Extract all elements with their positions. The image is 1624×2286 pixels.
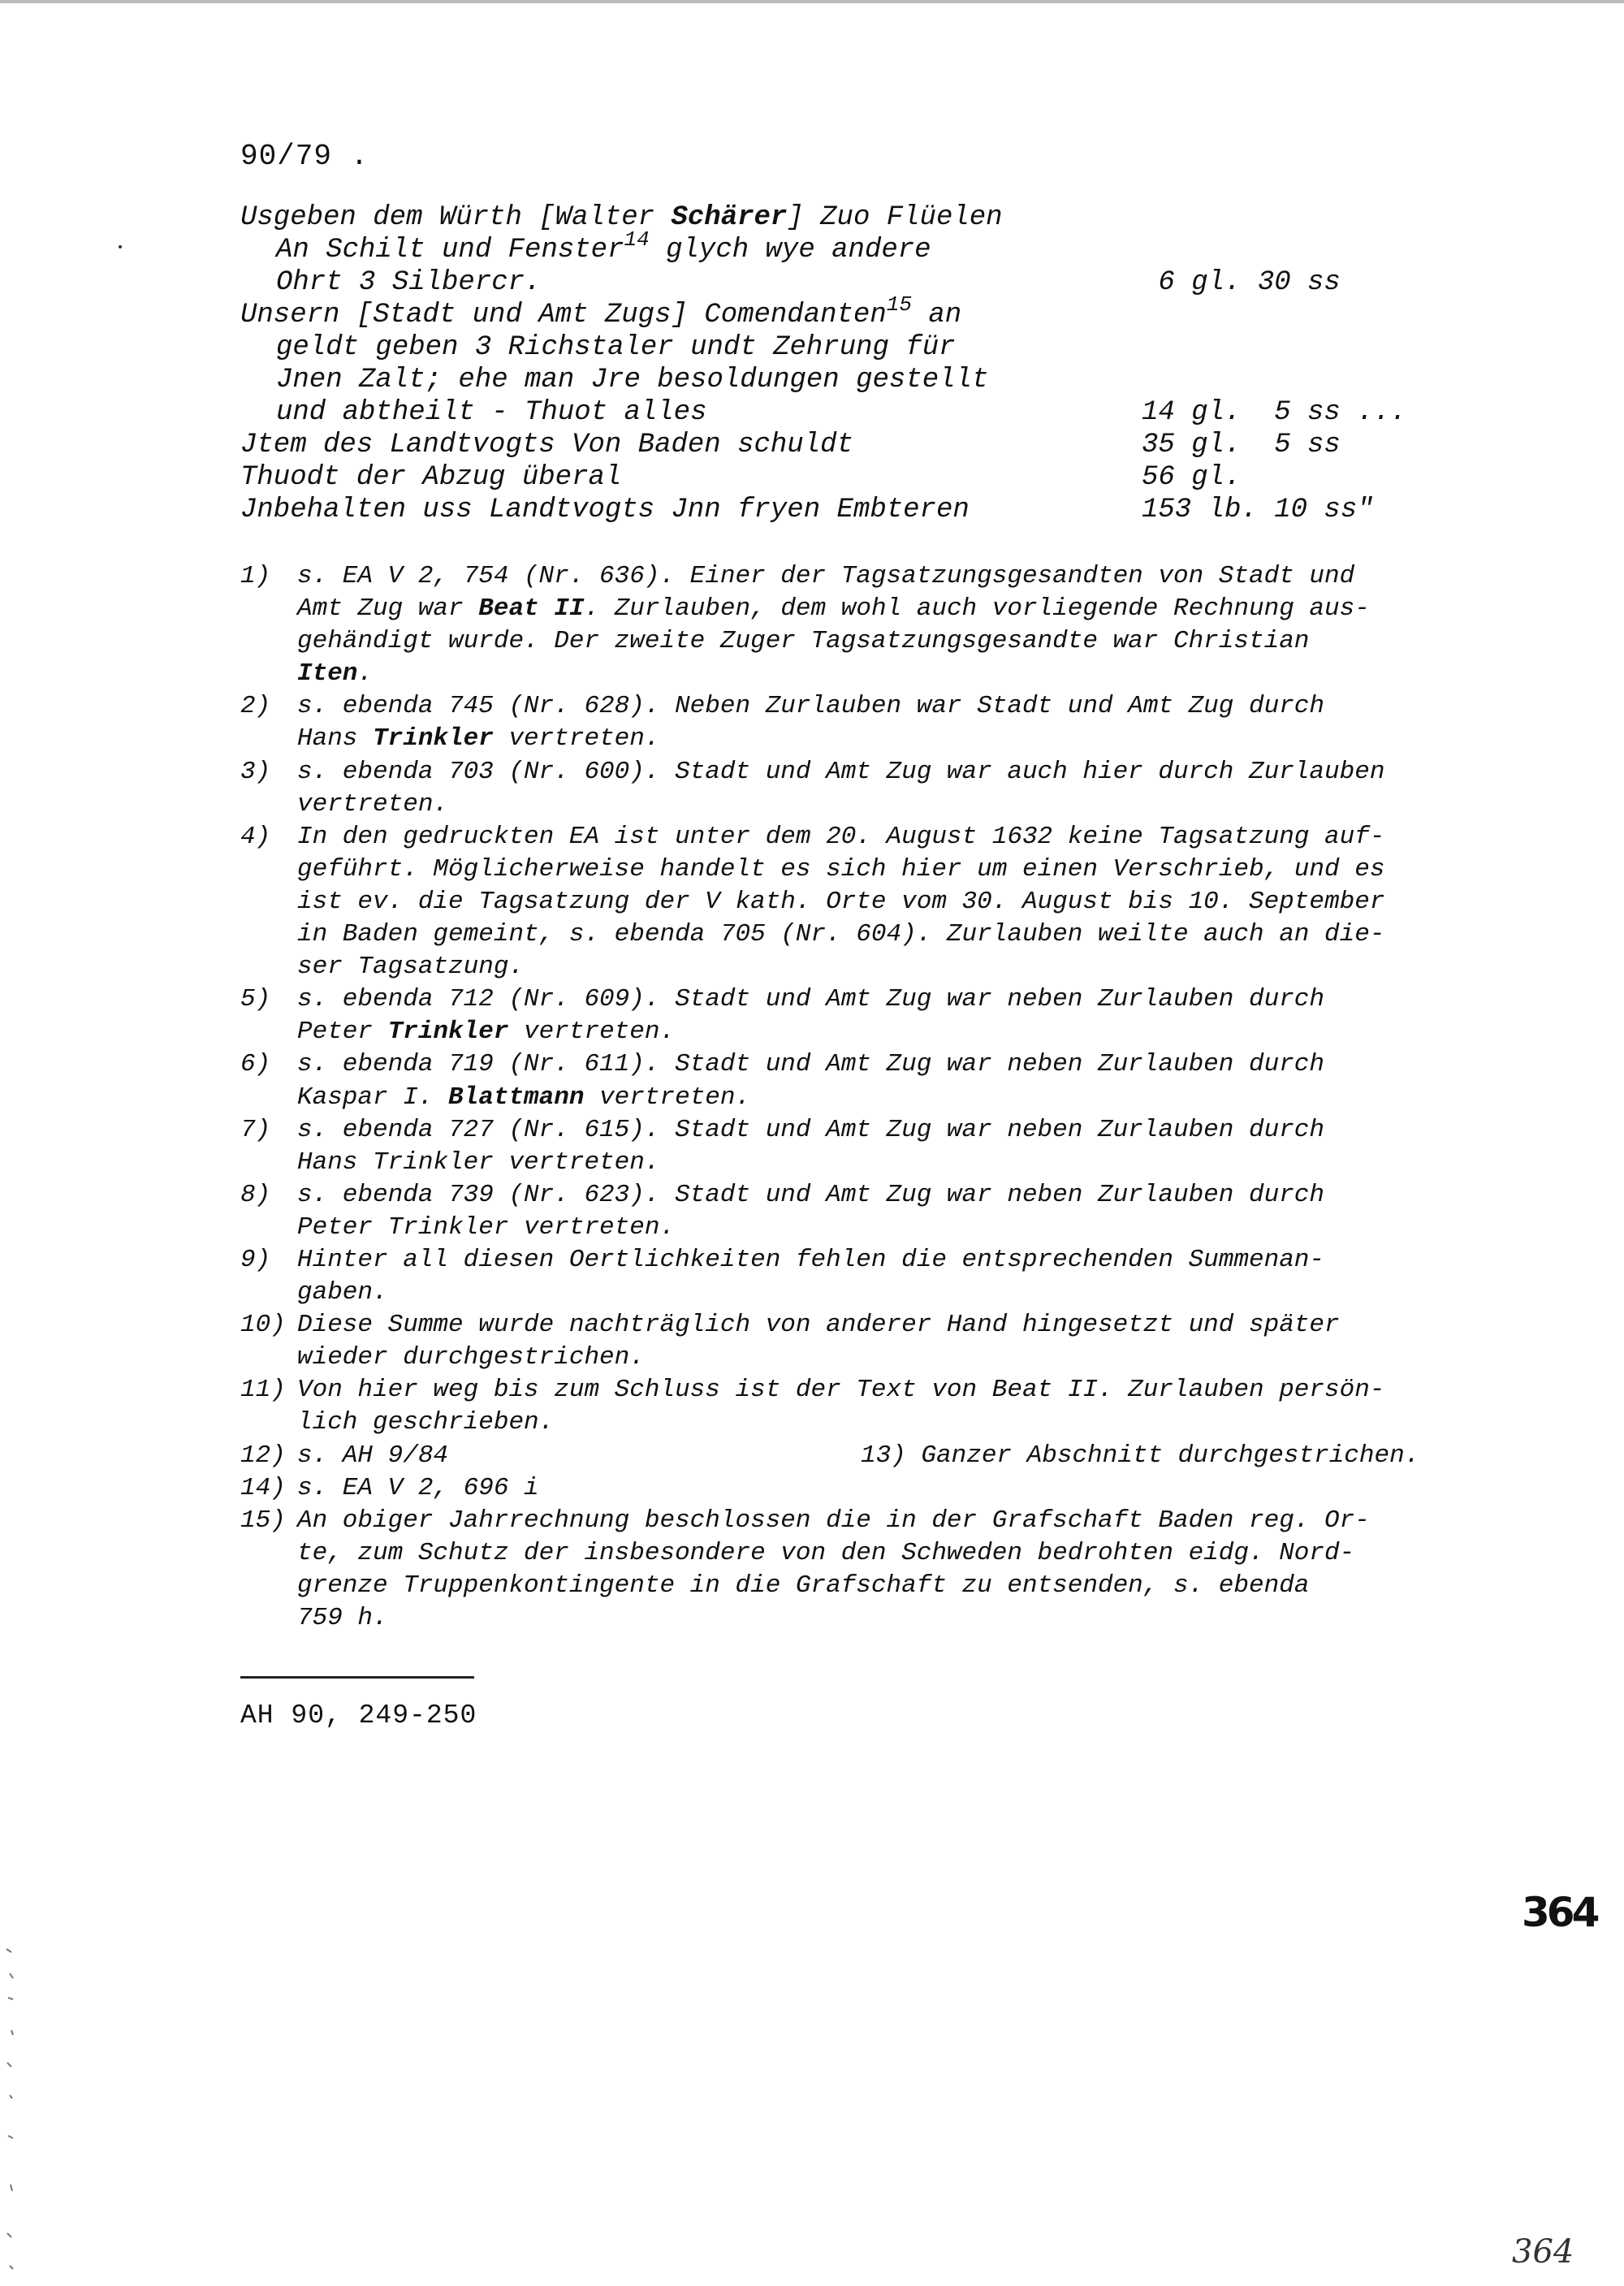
bold-name: Beat II: [478, 594, 585, 624]
ledger-text: [240, 429, 853, 461]
ledger-text: [276, 364, 988, 396]
footnote-text: [297, 983, 1507, 1048]
ledger-row: [240, 429, 1491, 461]
text-run: vertreten.: [584, 1083, 751, 1112]
text-run: . Zurlauben, dem wohl auch vorliegende Rechnung aus- gehändigt wurde. Der zweite Zuger Tagsatzungsgesandte war Christian: [297, 594, 1370, 656]
footnote-inline-second: 13) Ganzer Abschnitt durchgestrichen.: [861, 1441, 1420, 1470]
footnote-number: 8): [240, 1180, 271, 1209]
bold-name: Iten: [297, 659, 358, 689]
text-run: vertreten.: [508, 1018, 676, 1047]
footnote: [240, 1309, 1507, 1374]
footnote-number: 12): [240, 1441, 286, 1470]
text-run: Unsern [Stadt und Amt Zugs] Comendanten: [240, 300, 887, 331]
footnote-number: 6): [240, 1050, 271, 1079]
ledger-row: [240, 227, 1491, 266]
footnote-marker: 14: [624, 227, 650, 252]
scan-edge-line: [0, 0, 1624, 3]
footnote-number: 5): [240, 985, 271, 1014]
text-run: Jnen Zalt; ehe man Jre besoldungen gestellt: [276, 365, 989, 395]
text-run: an: [911, 300, 962, 331]
ledger-amount: 35 gl. 5 ss: [1142, 430, 1341, 460]
ledger-amount: 6 gl. 30 ss: [1142, 267, 1341, 298]
ledger-row: [240, 461, 1491, 494]
footnote-number: 14): [240, 1473, 286, 1502]
text-run: ] Zuo Flüelen: [787, 202, 1003, 233]
bold-name: Schärer: [671, 202, 788, 233]
ledger-row: [240, 396, 1491, 429]
ledger-row: [240, 331, 1491, 364]
handwritten-page-number: 364: [1512, 2233, 1574, 2271]
ledger-text: [240, 201, 1003, 234]
ledger-text: [276, 227, 931, 266]
text-run: und abtheilt - Thuot alles: [276, 397, 707, 428]
text-run: s. ebenda 739 (Nr. 623). Stadt und Amt Zug war neben Zurlauben durch Peter Trinkler vertreten.: [297, 1180, 1325, 1242]
footnote-text: [297, 1309, 1507, 1374]
footnote-marker: 15: [886, 292, 912, 317]
text-run: s. ebenda 712 (Nr. 609). Stadt und Amt Zug war neben Zurlauben durch Peter: [297, 985, 1325, 1047]
text-run: An Schilt und Fenster: [276, 235, 624, 266]
footnote-number: 9): [240, 1245, 271, 1274]
ledger-row: [240, 364, 1491, 396]
footnote-number: 15): [240, 1506, 286, 1535]
ledger-text: [240, 494, 970, 526]
text-run: In den gedruckten EA ist unter dem 20. August 1632 keine Tagsatzung auf- geführt. Möglicherweise handelt es sich hier um einen Verschrieb, und es ist ev. die Tagsatzung der V kath. Orte vom 30. August bis 10. September in Baden gemeint, s. ebenda 705 (Nr. 604). Zurlauben weilte auch an die- ser Tagsatzung.: [297, 822, 1385, 982]
text-run: Von hier weg bis zum Schluss ist der Text von Beat II. Zurlauben persön- lich geschrieben.: [297, 1376, 1385, 1437]
footnote: [240, 983, 1507, 1048]
footnote-text: [297, 1179, 1507, 1244]
ledger-text: [240, 461, 621, 494]
footnote: [240, 1114, 1507, 1179]
bold-name: Blattmann: [448, 1083, 585, 1112]
ledger-amount: 153 lb. 10 ss": [1142, 495, 1374, 525]
footnote-text: [297, 756, 1507, 821]
footnote: [240, 690, 1507, 755]
footnote: [240, 756, 1507, 821]
text-run: Diese Summe wurde nachträglich von anderer Hand hingesetzt und später wieder durchgestrichen.: [297, 1311, 1340, 1372]
footnote-text: [297, 1374, 1507, 1439]
footnotes: [240, 560, 1507, 1635]
footnote-text: [297, 1114, 1507, 1179]
text-run: Ohrt 3 Silbercr.: [276, 267, 542, 298]
scan-edge-marks: [0, 1941, 32, 2282]
ledger-text: [276, 266, 541, 299]
text-run: Hinter all diesen Oertlichkeiten fehlen die entsprechenden Summenan- gaben.: [297, 1245, 1325, 1307]
bold-name: Trinkler: [373, 724, 494, 754]
footnote-text: [297, 1244, 1507, 1309]
footnote-number: 7): [240, 1115, 271, 1144]
footnote: [240, 821, 1507, 983]
footnote-text: [297, 1472, 1507, 1505]
text-run: geldt geben 3 Richstaler undt Zehrung für: [276, 332, 956, 363]
text-run: vertreten.: [493, 724, 660, 754]
ledger-row: [240, 201, 1491, 234]
footnote: [240, 560, 1507, 690]
ledger-amount: 14 gl. 5 ss ...: [1142, 397, 1407, 428]
footnote: [240, 1244, 1507, 1309]
text-run: .: [357, 659, 374, 689]
footnote: [240, 1048, 1507, 1113]
ledger-amount: 56 gl.: [1142, 462, 1242, 493]
text-run: An obiger Jahrrechnung beschlossen die in der Grafschaft Baden reg. Or- te, zum Schutz der insbesondere von den Schweden bedrohten eidg. Nord- grenze Truppenkontingente in die Grafschaft zu entsenden, s. ebenda 759 h.: [297, 1506, 1370, 1632]
bold-name: Trinkler: [387, 1018, 509, 1047]
footnote-divider: [240, 1676, 474, 1679]
text-run: Jnbehalten uss Landtvogts Jnn fryen Embteren: [240, 495, 970, 525]
footnote-text: [297, 560, 1507, 690]
footnote-text: [297, 821, 1507, 983]
footnote: [240, 1440, 1507, 1472]
page-number-stamp: 364: [1522, 1889, 1597, 1936]
footnote-number: 10): [240, 1311, 286, 1340]
document-number: 90/79 .: [240, 140, 369, 173]
footnote-text: [297, 1048, 1507, 1113]
text-run: s. AH 9/84: [297, 1441, 449, 1470]
source-reference: AH 90, 249-250: [240, 1700, 477, 1731]
text-run: Thuodt der Abzug überal: [240, 462, 622, 493]
footnote-number: 3): [240, 757, 271, 786]
footnote-text: [297, 1505, 1507, 1635]
footnote: [240, 1505, 1507, 1635]
footnote-number: 4): [240, 822, 271, 851]
ledger-row: [240, 494, 1491, 526]
ledger-text: [276, 396, 707, 429]
scan-speck: [119, 245, 122, 248]
text-run: s. EA V 2, 754 (Nr. 636). Einer der Tagsatzungsgesandten von Stadt und Amt Zug war: [297, 562, 1355, 624]
footnote-text: [297, 690, 1507, 755]
footnote-number: 11): [240, 1376, 286, 1405]
text-run: Usgeben dem Würth [Walter: [240, 202, 672, 233]
ledger-row: [240, 266, 1491, 299]
footnote: [240, 1179, 1507, 1244]
footnote: [240, 1374, 1507, 1439]
ledger-row: [240, 292, 1491, 331]
text-run: Jtem des Landtvogts Von Baden schuldt: [240, 430, 853, 460]
text-run: s. ebenda 703 (Nr. 600). Stadt und Amt Zug war auch hier durch Zurlauben vertreten.: [297, 757, 1385, 819]
text-run: s. ebenda 745 (Nr. 628). Neben Zurlauben war Stadt und Amt Zug durch Hans: [297, 692, 1325, 754]
footnote-number: 2): [240, 692, 271, 721]
text-run: s. ebenda 727 (Nr. 615). Stadt und Amt Zug war neben Zurlauben durch Hans Trinkler vertreten.: [297, 1115, 1325, 1177]
ledger-text: [240, 292, 962, 331]
ledger-text: [276, 331, 956, 364]
footnote-number: 1): [240, 562, 271, 590]
text-run: s. EA V 2, 696 i: [297, 1473, 539, 1502]
text-run: s. ebenda 719 (Nr. 611). Stadt und Amt Zug war neben Zurlauben durch Kaspar I.: [297, 1050, 1325, 1112]
ledger-entries: [240, 201, 1491, 526]
text-run: glych wye andere: [649, 235, 931, 266]
footnote: [240, 1472, 1507, 1505]
